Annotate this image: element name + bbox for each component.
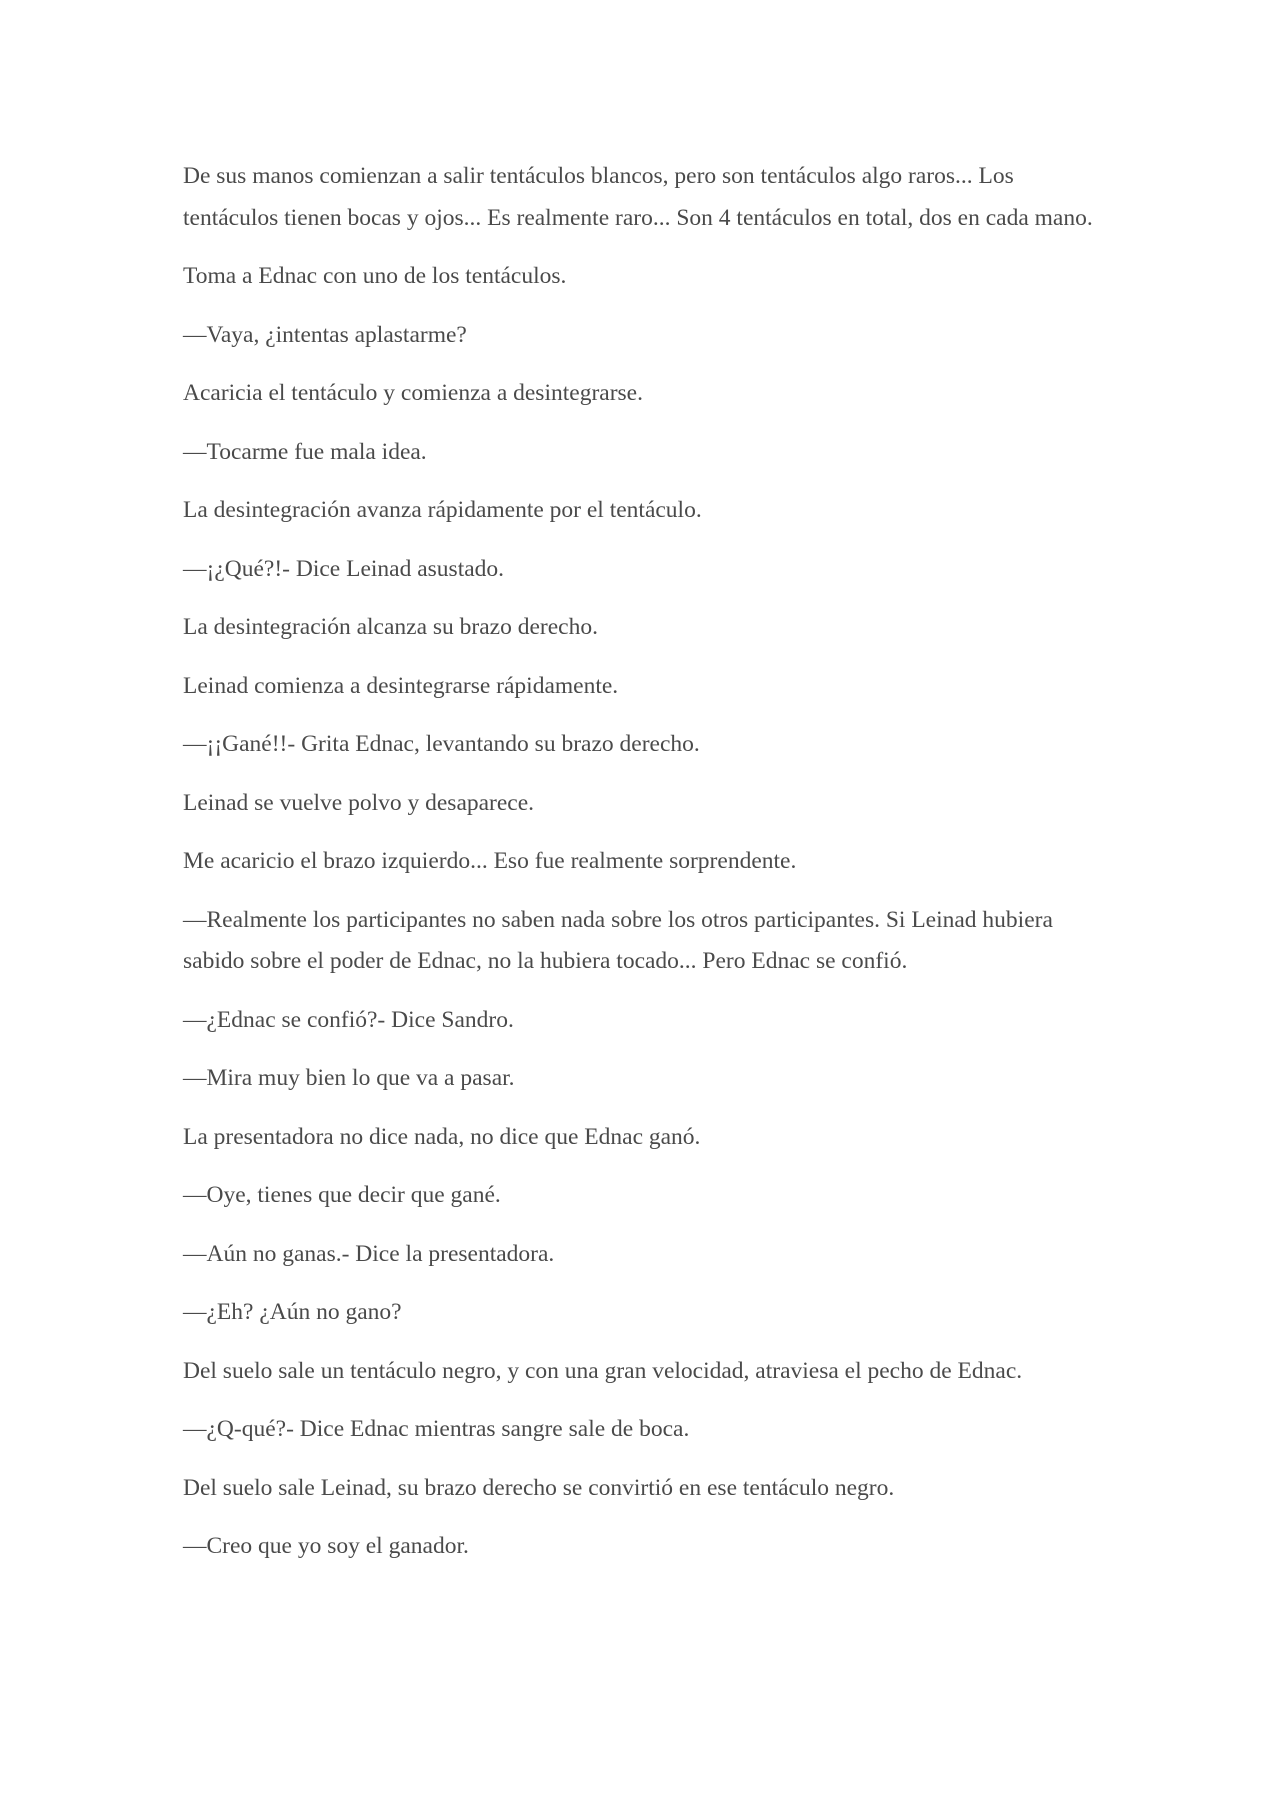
paragraph: —Mira muy bien lo que va a pasar. <box>183 1065 515 1091</box>
paragraph: —¡¡Gané!!- Grita Ednac, levantando su brazo derecho. <box>183 731 700 757</box>
paragraph: —¿Q-qué?- Dice Ednac mientras sangre sale de boca. <box>183 1416 690 1442</box>
paragraph: La desintegración alcanza su brazo derecho. <box>183 614 598 640</box>
paragraph: Leinad se vuelve polvo y desaparece. <box>183 789 535 816</box>
paragraph: Leinad comienza a desintegrarse rápidamente. <box>183 672 619 699</box>
paragraph: Acaricia el tentáculo y comienza a desintegrarse. <box>183 380 643 406</box>
paragraph: —¿Eh? ¿Aún no gano? <box>183 1299 402 1325</box>
document-body <box>183 156 1103 1585</box>
paragraph: —Vaya, ¿intentas aplastarme? <box>183 321 467 348</box>
paragraph: Del suelo sale un tentáculo negro, y con una gran velocidad, atraviesa el pecho de Ednac. <box>183 1357 1023 1384</box>
paragraph: —Oye, tienes que decir que gané. <box>183 1182 501 1208</box>
paragraph: —Realmente los participantes no saben nada sobre los otros participantes. Si Leinad hubiera sabido sobre el poder de Ednac, no la hubiera tocado... Pero Ednac se confió. <box>183 906 1053 974</box>
paragraph: Toma a Ednac con uno de los tentáculos. <box>183 263 567 289</box>
paragraph: La desintegración avanza rápidamente por el tentáculo. <box>183 497 702 523</box>
paragraph: Del suelo sale Leinad, su brazo derecho se convirtió en ese tentáculo negro. <box>183 1474 895 1501</box>
paragraph: La presentadora no dice nada, no dice que Ednac ganó. <box>183 1123 701 1150</box>
paragraph: —Tocarme fue mala idea. <box>183 438 427 465</box>
paragraph: —Creo que yo soy el ganador. <box>183 1533 469 1559</box>
paragraph: —¡¿Qué?!- Dice Leinad asustado. <box>183 555 505 582</box>
paragraph: De sus manos comienzan a salir tentáculos blancos, pero son tentáculos algo raros... Los tentáculos tienen bocas y ojos... Es realmente raro... Son 4 tentáculos en total, dos en cada mano. <box>183 163 1093 231</box>
paragraph: —Aún no ganas.- Dice la presentadora. <box>183 1240 555 1267</box>
paragraph: Me acaricio el brazo izquierdo... Eso fue realmente sorprendente. <box>183 848 797 874</box>
paragraph: —¿Ednac se confió?- Dice Sandro. <box>183 1006 514 1033</box>
